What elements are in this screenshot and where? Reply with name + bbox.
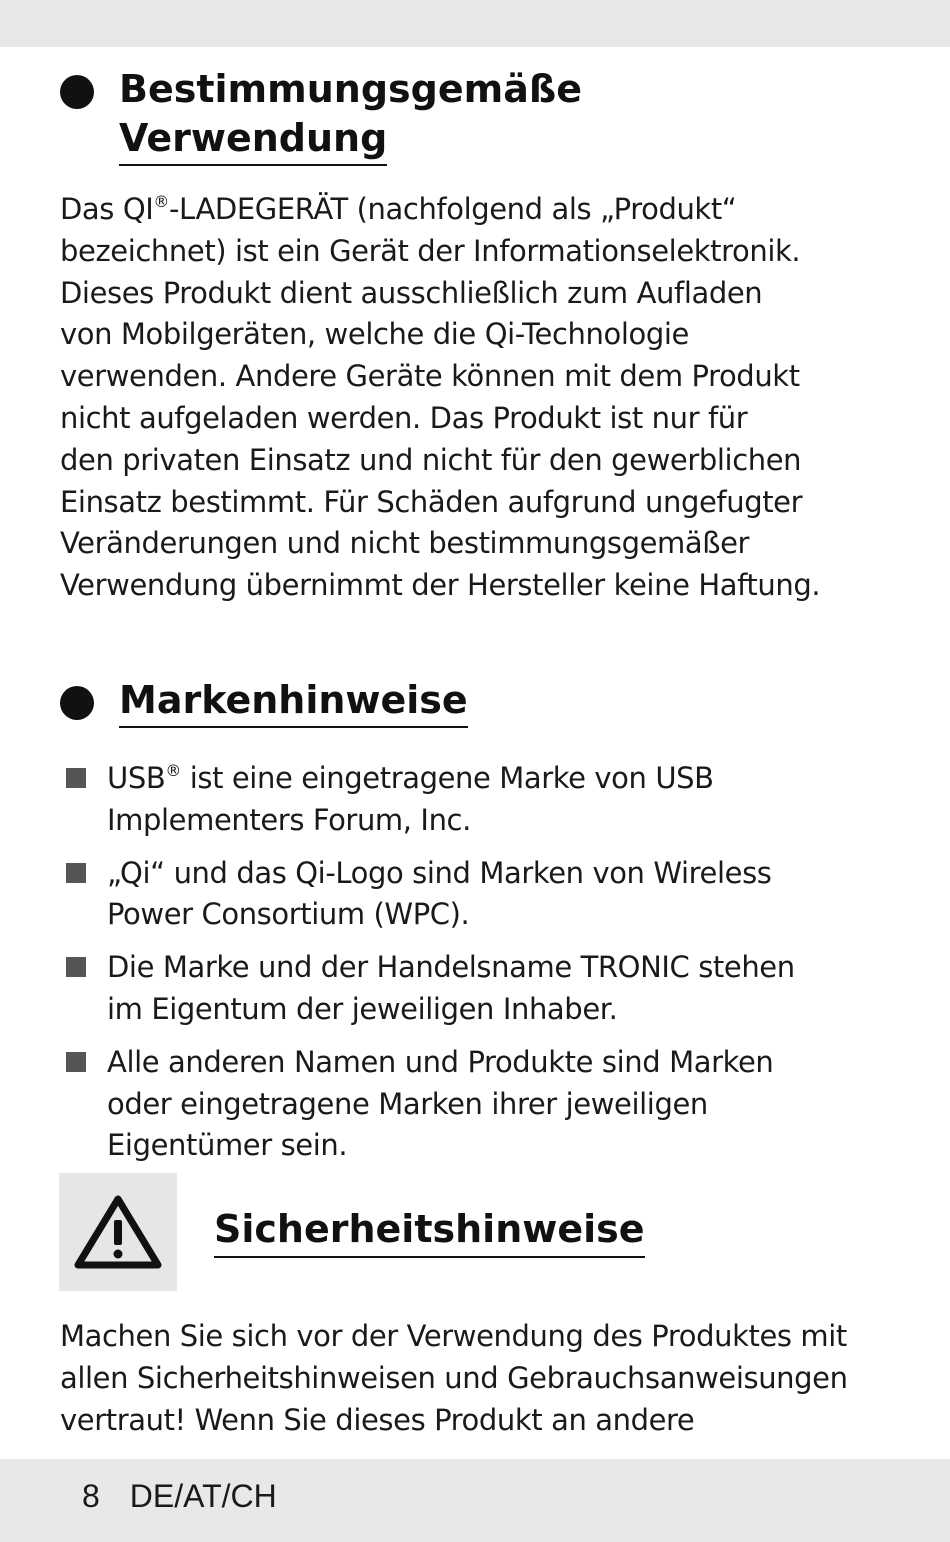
registered-mark: ® <box>153 192 169 212</box>
footer <box>82 1478 277 1515</box>
trademark-list <box>66 758 896 1178</box>
top-band <box>0 0 950 47</box>
heading-bullet-icon <box>60 686 94 720</box>
registered-mark: ® <box>165 761 181 781</box>
heading-safety <box>214 1206 645 1258</box>
paragraph-line: Einsatz bestimmt. Für Schäden aufgrund ungefugter <box>60 484 803 519</box>
heading-intended-use-line2: Verwendung <box>119 115 387 166</box>
list-item: USB® ist eine eingetragene Marke von USB Implementers Forum, Inc. <box>66 758 896 842</box>
heading-safety-title: Sicherheitshinweise <box>214 1206 645 1258</box>
square-bullet-icon <box>66 1052 86 1072</box>
heading-trademarks-title: Markenhinweise <box>119 677 468 728</box>
safety-paragraph <box>60 1316 890 1441</box>
paragraph-line: Verwendung übernimmt der Hersteller keine Haftung. <box>60 568 821 603</box>
paragraph-line: Das QI®-LADEGERÄT (nachfolgend als „Produkt“ <box>60 192 737 226</box>
paragraph-line: Veränderungen und nicht bestimmungsgemäßer <box>60 526 750 561</box>
paragraph-line: Dieses Produkt dient ausschließlich zum Aufladen <box>60 275 763 310</box>
square-bullet-icon <box>66 768 86 788</box>
paragraph-line: Machen Sie sich vor der Verwendung des Produktes mit <box>60 1319 847 1353</box>
heading-trademarks <box>60 677 468 728</box>
paragraph-line: vertraut! Wenn Sie dieses Produkt an andere <box>60 1402 695 1437</box>
paragraph-line: bezeichnet) ist ein Gerät der Informationselektronik. <box>60 233 801 268</box>
list-item: Alle anderen Namen und Produkte sind Marken oder eingetragene Marken ihrer jeweiligen Eigentümer sein. <box>66 1042 896 1167</box>
paragraph-line: von Mobilgeräten, welche die Qi-Technologie <box>60 317 689 352</box>
page-number: 8 <box>82 1478 100 1514</box>
list-item: „Qi“ und das Qi-Logo sind Marken von Wireless Power Consortium (WPC). <box>66 853 896 937</box>
heading-bullet-icon <box>60 75 94 109</box>
warning-triangle-icon <box>74 1194 162 1270</box>
heading-intended-use <box>60 66 582 166</box>
footer-region: DE/AT/CH <box>129 1478 277 1514</box>
list-item: Die Marke und der Handelsname TRONIC stehen im Eigentum der jeweiligen Inhaber. <box>66 947 896 1031</box>
warning-box <box>59 1173 177 1291</box>
square-bullet-icon <box>66 957 86 977</box>
square-bullet-icon <box>66 863 86 883</box>
paragraph-line: den privaten Einsatz und nicht für den gewerblichen <box>60 442 802 477</box>
paragraph-line: allen Sicherheitshinweisen und Gebrauchsanweisungen <box>60 1360 848 1395</box>
paragraph-line: verwenden. Andere Geräte können mit dem Produkt <box>60 359 800 394</box>
paragraph-line: nicht aufgeladen werden. Das Produkt ist nur für <box>60 400 748 435</box>
heading-intended-use-line1: Bestimmungsgemäße <box>119 67 582 111</box>
intended-use-paragraph <box>60 189 890 607</box>
